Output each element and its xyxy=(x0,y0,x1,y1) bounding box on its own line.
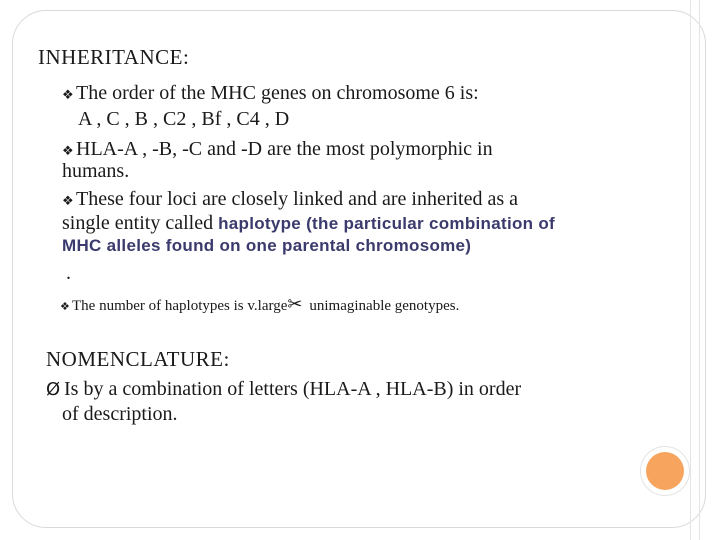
nomenclature-line xyxy=(46,378,521,401)
nomenclature-heading: NOMENCLATURE: xyxy=(46,347,230,371)
polymorphic-text: HLA-A , -B, -C and -D are the most polymorphic in xyxy=(76,138,493,160)
gene-order-list: A , C , B , C2 , Bf , C4 , D xyxy=(78,108,290,130)
haplotype-count-text: The number of haplotypes is v.large xyxy=(72,298,288,314)
scissors-icon: ✂ xyxy=(287,294,303,315)
stray-period: . xyxy=(66,262,71,284)
nomenclature-text-continued: of description. xyxy=(62,403,178,425)
haplotype-definition-end: MHC alleles found on one parental chromosome) xyxy=(62,236,472,255)
haplotype-term: haplotype xyxy=(218,214,302,233)
bullet-line-haplotype-count xyxy=(60,294,459,315)
arrow-bullet-icon: Ø xyxy=(46,379,61,400)
haplotype-line xyxy=(62,212,555,235)
haplotype-line-prefix: single entity called xyxy=(62,212,219,234)
nomenclature-text: Is by a combination of letters (HLA-A , HLA-B) in order xyxy=(64,378,522,400)
polymorphic-text-continued: humans. xyxy=(62,160,130,182)
inheritance-heading: INHERITANCE: xyxy=(38,45,190,69)
diamond-bullet-icon: ❖ xyxy=(60,300,70,313)
decorative-circle xyxy=(640,446,690,496)
diamond-bullet-icon: ❖ xyxy=(62,194,74,209)
decorative-circle-fill xyxy=(646,452,684,490)
genotypes-text: unimaginable genotypes. xyxy=(309,298,460,314)
bullet-line-gene-order xyxy=(62,82,479,105)
bullet-line-linked-loci xyxy=(62,188,518,211)
bullet-line-polymorphic xyxy=(62,138,493,161)
gene-order-text: The order of the MHC genes on chromosome 6 is: xyxy=(76,82,479,104)
diamond-bullet-icon: ❖ xyxy=(62,144,74,159)
diamond-bullet-icon: ❖ xyxy=(62,88,74,103)
decorative-stripe xyxy=(690,0,700,540)
haplotype-definition-start: (the particular combination of xyxy=(301,214,556,233)
linked-loci-text: These four loci are closely linked and are inherited as a xyxy=(76,188,519,210)
